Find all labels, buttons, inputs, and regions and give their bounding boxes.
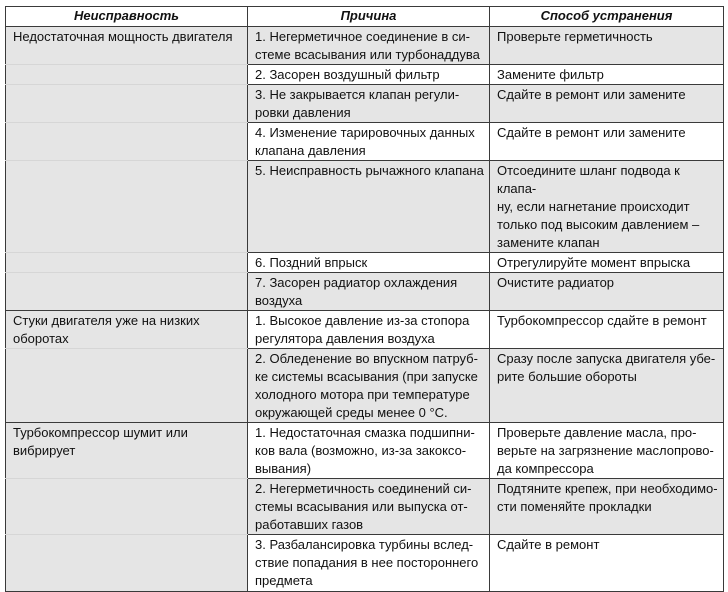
remedy-cell bbox=[490, 423, 724, 479]
fault-cell bbox=[6, 27, 248, 65]
cause-cell-text: 1. Недостаточная смазка подшипни- ков вала (возможно, из-за закоксо- вывания) bbox=[255, 425, 475, 476]
fault-cell bbox=[6, 253, 248, 273]
cause-cell bbox=[248, 423, 490, 479]
cause-cell-text: 2. Негерметичность соединений си- стемы всасывания или выпуска от- работавших газов bbox=[255, 481, 472, 532]
remedy-cell-text: Отрегулируйте момент впрыска bbox=[497, 255, 691, 270]
cause-cell-text: 1. Негерметичное соединение в си- стеме всасывания или турбонаддува bbox=[255, 29, 480, 62]
cause-cell bbox=[248, 65, 490, 85]
remedy-cell-text: Проверьте герметичность bbox=[497, 29, 653, 44]
table-row bbox=[6, 161, 724, 253]
header-fault: Неисправность bbox=[6, 7, 248, 27]
cause-cell-text: 1. Высокое давление из-за стопора регулятора давления воздуха bbox=[255, 313, 470, 346]
remedy-cell bbox=[490, 273, 724, 311]
table-row bbox=[6, 27, 724, 65]
remedy-cell-text: Подтяните крепеж, при необходимо- сти поменяйте прокладки bbox=[497, 481, 718, 514]
cause-cell bbox=[248, 253, 490, 273]
cause-cell bbox=[248, 349, 490, 423]
fault-cell bbox=[6, 423, 248, 479]
table-row bbox=[6, 479, 724, 535]
remedy-cell bbox=[490, 311, 724, 349]
cause-cell-text: 3. Разбалансировка турбины вслед- ствие попадания в нее постороннего предмета bbox=[255, 537, 479, 588]
table-row bbox=[6, 253, 724, 273]
remedy-cell-text: Очистите радиатор bbox=[497, 275, 615, 290]
cause-cell-text: 5. Неисправность рычажного клапана bbox=[255, 163, 484, 178]
cause-cell bbox=[248, 27, 490, 65]
cause-cell bbox=[248, 479, 490, 535]
remedy-cell bbox=[490, 123, 724, 161]
remedy-cell-text: Отсоедините шланг подвода к клапа- ну, если нагнетание происходит только под высоким давлением – замените клапан bbox=[497, 163, 700, 250]
remedy-cell bbox=[490, 253, 724, 273]
remedy-cell-text: Проверьте давление масла, про- верьте на загрязнение маслопрово- да компрессора bbox=[497, 425, 714, 476]
fault-cell bbox=[6, 479, 248, 535]
troubleshooting-table bbox=[5, 6, 724, 592]
cause-cell-text: 7. Засорен радиатор охлаждения воздуха bbox=[255, 275, 458, 308]
remedy-cell bbox=[490, 535, 724, 592]
cause-cell-text: 2. Обледенение во впускном патруб- ке системы всасывания (при запуске холодного мотора при температуре окружающей среды менее 0 °С. bbox=[255, 351, 478, 420]
table-header bbox=[6, 7, 724, 27]
remedy-cell bbox=[490, 65, 724, 85]
fault-cell bbox=[6, 273, 248, 311]
remedy-cell-text: Сдайте в ремонт или замените bbox=[497, 125, 686, 140]
fault-cell bbox=[6, 311, 248, 349]
table-row bbox=[6, 123, 724, 161]
remedy-cell bbox=[490, 349, 724, 423]
header-row bbox=[6, 7, 724, 27]
remedy-cell-text: Сразу после запуска двигателя убе- рите большие обороты bbox=[497, 351, 716, 384]
fault-cell bbox=[6, 85, 248, 123]
fault-cell bbox=[6, 65, 248, 85]
cause-cell bbox=[248, 123, 490, 161]
remedy-cell bbox=[490, 161, 724, 253]
table-row bbox=[6, 423, 724, 479]
fault-cell-text: Недостаточная мощность двигателя bbox=[13, 29, 233, 44]
cause-cell-text: 2. Засорен воздушный фильтр bbox=[255, 67, 440, 82]
fault-cell bbox=[6, 535, 248, 592]
fault-cell-text: Стуки двигателя уже на низких оборотах bbox=[13, 313, 200, 346]
table-row bbox=[6, 311, 724, 349]
cause-cell bbox=[248, 311, 490, 349]
remedy-cell-text: Турбокомпрессор сдайте в ремонт bbox=[497, 313, 707, 328]
fault-cell bbox=[6, 123, 248, 161]
fault-cell bbox=[6, 349, 248, 423]
table-row bbox=[6, 535, 724, 592]
table-row bbox=[6, 85, 724, 123]
cause-cell-text: 6. Поздний впрыск bbox=[255, 255, 368, 270]
cause-cell bbox=[248, 535, 490, 592]
cause-cell bbox=[248, 161, 490, 253]
remedy-cell-text: Сдайте в ремонт или замените bbox=[497, 87, 686, 102]
remedy-cell bbox=[490, 27, 724, 65]
table-body bbox=[6, 27, 724, 592]
table-row bbox=[6, 273, 724, 311]
cause-cell bbox=[248, 85, 490, 123]
cause-cell-text: 4. Изменение тарировочных данных клапана давления bbox=[255, 125, 475, 158]
remedy-cell-text: Замените фильтр bbox=[497, 67, 604, 82]
table-row bbox=[6, 65, 724, 85]
fault-cell-text: Турбокомпрессор шумит или вибрирует bbox=[13, 425, 188, 458]
cause-cell-text: 3. Не закрывается клапан регули- ровки давления bbox=[255, 87, 460, 120]
cause-cell bbox=[248, 273, 490, 311]
table-row bbox=[6, 349, 724, 423]
fault-cell bbox=[6, 161, 248, 253]
header-cause: Причина bbox=[248, 7, 490, 27]
header-remedy: Способ устранения bbox=[490, 7, 724, 27]
remedy-cell bbox=[490, 479, 724, 535]
remedy-cell bbox=[490, 85, 724, 123]
remedy-cell-text: Сдайте в ремонт bbox=[497, 537, 600, 552]
